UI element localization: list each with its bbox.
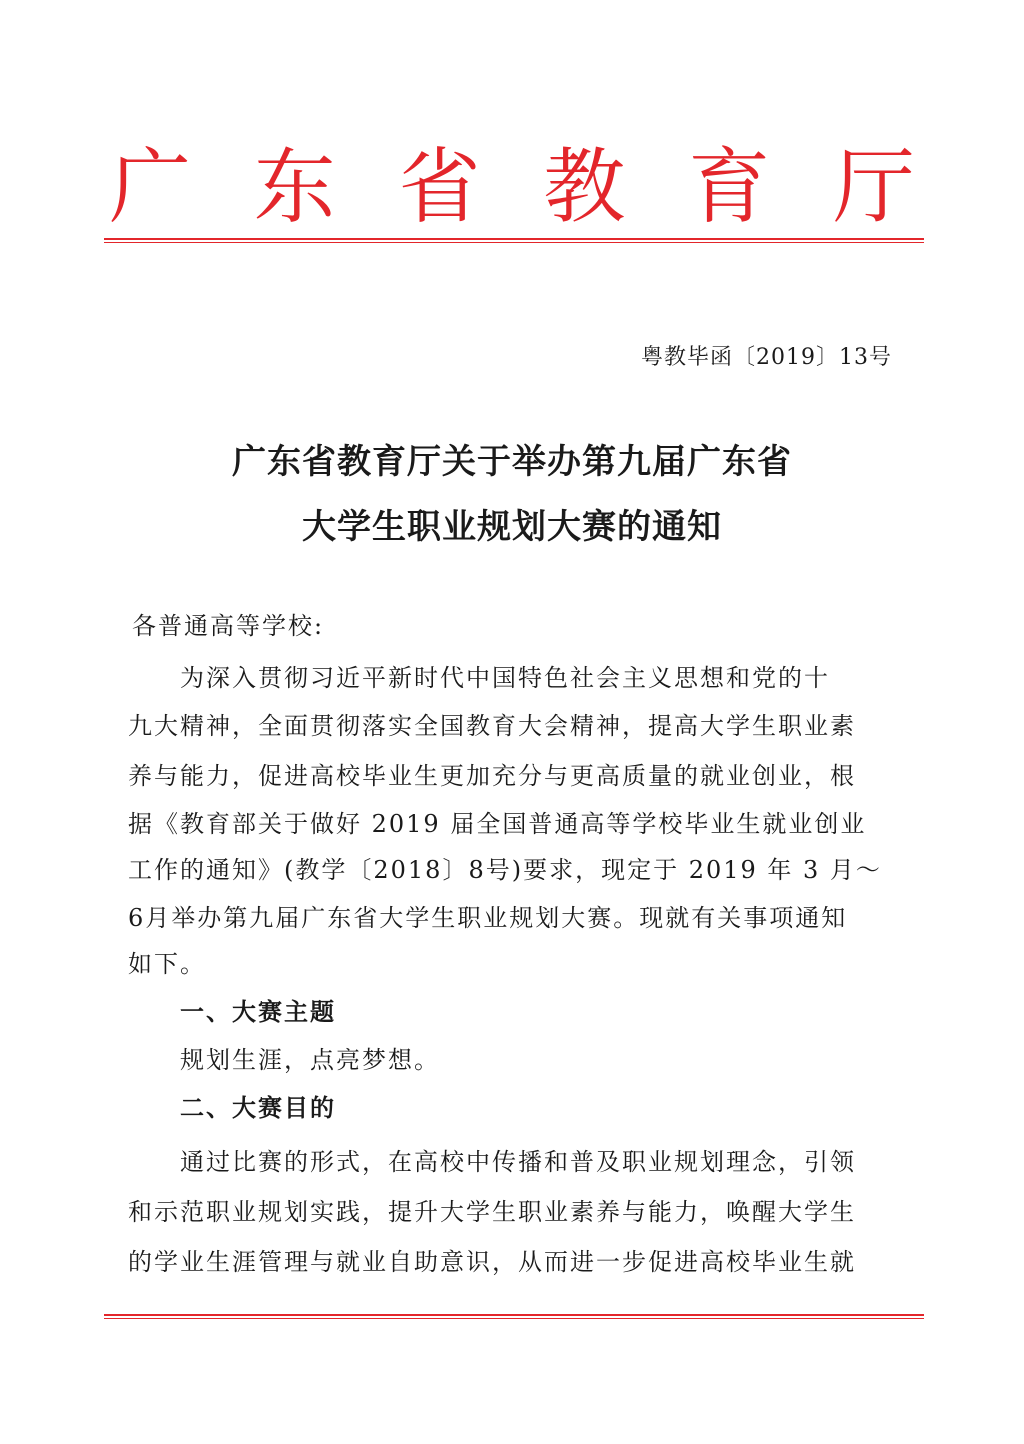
paragraph-line: 九大精神，全面贯彻落实全国教育大会精神，提高大学生职业素: [128, 712, 856, 740]
section-heading-purpose: 二、大赛目的: [180, 1094, 336, 1122]
paragraph-line: 通过比赛的形式，在高校中传播和普及职业规划理念，引领: [180, 1148, 856, 1176]
document-number: 粤教毕函〔2019〕13号: [641, 345, 892, 370]
letterhead-char: 省: [398, 140, 481, 235]
letterhead-char: 东: [253, 140, 336, 235]
document-title-line-2: 大学生职业规划大赛的通知: [302, 507, 722, 547]
section-heading-theme: 一、大赛主题: [180, 998, 336, 1026]
letterhead-char: 教: [543, 140, 626, 235]
letterhead-org-name: [100, 138, 924, 238]
paragraph-line: 养与能力，促进高校毕业生更加充分与更高质量的就业创业，根: [128, 762, 856, 790]
salutation: 各普通高等学校:: [132, 612, 325, 640]
letterhead-char: 广: [108, 140, 191, 235]
paragraph-line: 据《教育部关于做好 2019 届全国普通高等学校毕业生就业创业: [128, 810, 867, 838]
paragraph-line: 的学业生涯管理与就业自助意识，从而进一步促进高校毕业生就: [128, 1248, 856, 1276]
section-body-theme: 规划生涯，点亮梦想。: [180, 1046, 440, 1074]
paragraph-line: 工作的通知》(教学〔2018〕8号)要求，现定于 2019 年 3 月～: [128, 856, 882, 884]
paragraph-line: 为深入贯彻习近平新时代中国特色社会主义思想和党的十: [180, 664, 830, 692]
letterhead-red-rule: [104, 238, 924, 243]
paragraph-line: 和示范职业规划实践，提升大学生职业素养与能力，唤醒大学生: [128, 1198, 856, 1226]
paragraph-line: 6月举办第九届广东省大学生职业规划大赛。现就有关事项通知: [128, 904, 848, 932]
paragraph-line: 如下。: [128, 950, 206, 978]
letterhead-char: 厅: [832, 140, 915, 235]
letterhead-char: 育: [688, 140, 771, 235]
footer-red-rule: [104, 1314, 924, 1319]
document-title-line-1: 广东省教育厅关于举办第九届广东省: [232, 442, 792, 482]
